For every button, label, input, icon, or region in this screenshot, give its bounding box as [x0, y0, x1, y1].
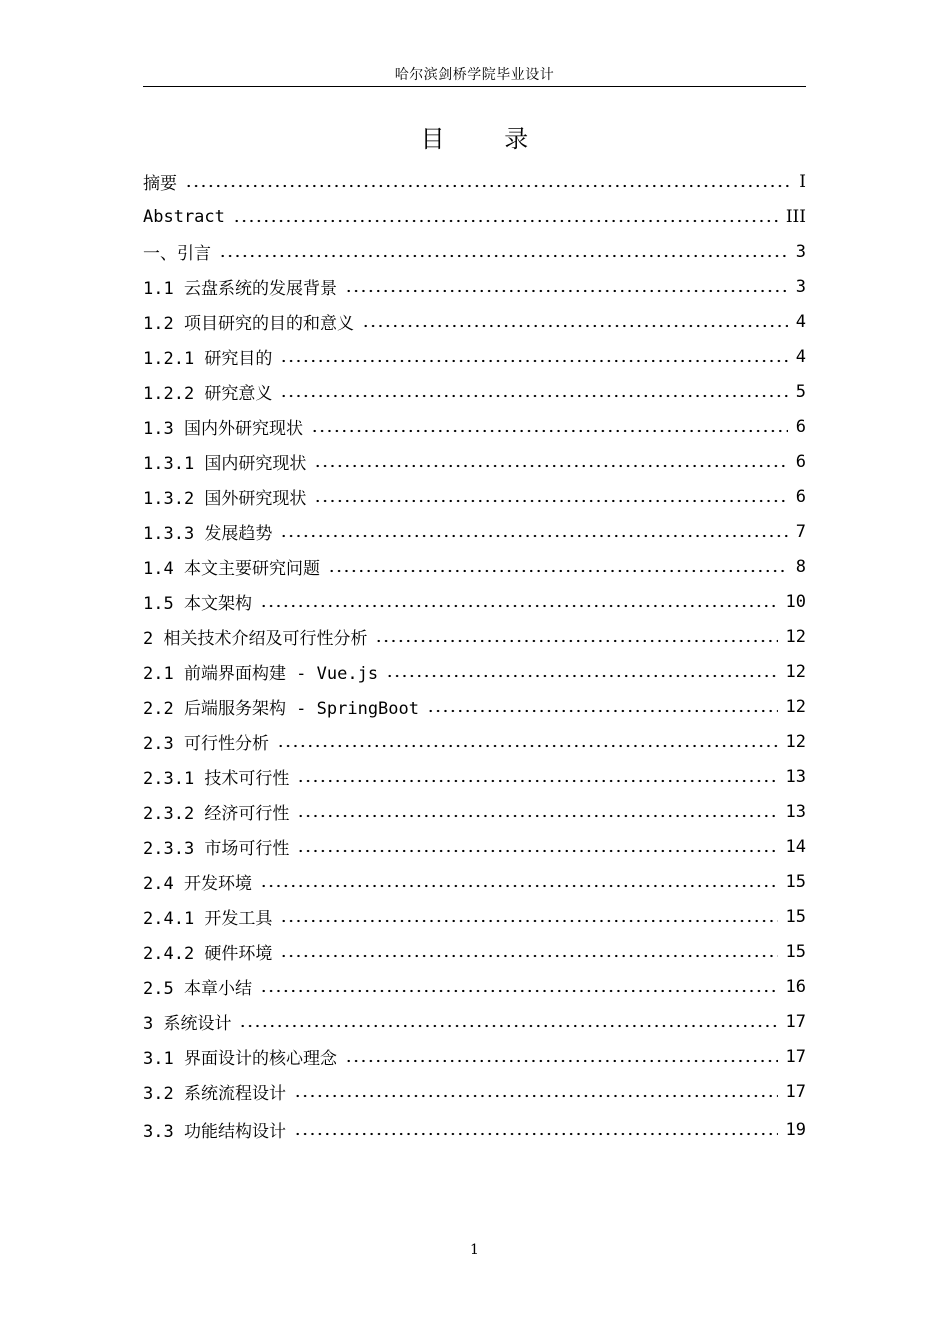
toc-entry-page: 13 — [785, 766, 806, 787]
dot-leader — [233, 219, 778, 223]
header-rule — [143, 86, 806, 87]
dot-leader — [427, 709, 778, 713]
toc-entry-page: 6 — [795, 451, 806, 472]
toc-entry-label: 2 相关技术介绍及可行性分析 — [143, 629, 368, 649]
dot-leader — [280, 954, 777, 958]
toc-entry-label: 摘要 — [143, 174, 177, 194]
toc-entry-page: 17 — [785, 1011, 806, 1032]
toc-entry-page: 15 — [785, 871, 806, 892]
toc-entry-label: 1.3.2 国外研究现状 — [143, 489, 307, 509]
toc-entry[interactable] — [143, 199, 806, 234]
toc-entry-page: 13 — [785, 801, 806, 822]
toc-entry[interactable] — [143, 234, 806, 269]
toc-entry-label: 一、引言 — [143, 244, 211, 264]
toc-entry-page: 17 — [785, 1081, 806, 1102]
dot-leader — [260, 884, 778, 888]
toc-entry-page: 7 — [795, 521, 806, 542]
toc-entry-page: 10 — [785, 591, 806, 612]
toc-entry[interactable] — [143, 584, 806, 619]
table-of-contents — [143, 164, 806, 1147]
dot-leader — [297, 814, 777, 818]
toc-entry-label: 2.5 本章小结 — [143, 979, 252, 999]
toc-entry-label: 1.3.3 发展趋势 — [143, 524, 273, 544]
dot-leader — [297, 779, 777, 783]
toc-entry[interactable] — [143, 1039, 806, 1074]
toc-entry[interactable] — [143, 794, 806, 829]
toc-entry[interactable] — [143, 549, 806, 584]
toc-entry-label: 1.1 云盘系统的发展背景 — [143, 279, 337, 299]
toc-entry[interactable] — [143, 619, 806, 654]
toc-entry-page: 12 — [785, 626, 806, 647]
dot-leader — [260, 604, 778, 608]
toc-entry[interactable] — [143, 689, 806, 724]
toc-entry-label: 2.3.3 市场可行性 — [143, 839, 290, 859]
toc-entry-page: 6 — [795, 486, 806, 507]
dot-leader — [386, 674, 777, 678]
toc-entry[interactable] — [143, 969, 806, 1004]
toc-entry-label: 1.2.1 研究目的 — [143, 349, 273, 369]
toc-entry-label: 1.2 项目研究的目的和意义 — [143, 314, 354, 334]
page-number: 1 — [470, 1242, 479, 1258]
dot-leader — [185, 184, 791, 188]
toc-entry[interactable] — [143, 374, 806, 409]
toc-entry-page: 12 — [785, 661, 806, 682]
toc-entry[interactable] — [143, 1112, 806, 1147]
dot-leader — [375, 639, 777, 643]
dot-leader — [280, 919, 777, 923]
toc-entry[interactable] — [143, 339, 806, 374]
dot-leader — [311, 429, 788, 433]
toc-entry-page: 4 — [795, 346, 806, 367]
page-header: 哈尔滨剑桥学院毕业设计 — [394, 67, 555, 83]
toc-entry-label: 3 系统设计 — [143, 1014, 232, 1034]
toc-entry[interactable] — [143, 864, 806, 899]
toc-entry-page: 12 — [785, 696, 806, 717]
toc-entry[interactable] — [143, 1074, 806, 1109]
dot-leader — [277, 744, 778, 748]
toc-entry[interactable] — [143, 444, 806, 479]
toc-entry[interactable] — [143, 934, 806, 969]
toc-entry-label: 3.1 界面设计的核心理念 — [143, 1049, 337, 1069]
dot-leader — [314, 499, 787, 503]
toc-entry-label: 2.2 后端服务架构 - SpringBoot — [143, 699, 419, 719]
toc-entry-label: 1.3 国内外研究现状 — [143, 419, 303, 439]
dot-leader — [314, 464, 787, 468]
dot-leader — [362, 324, 788, 328]
toc-entry-page: 15 — [785, 941, 806, 962]
toc-entry-page: 5 — [795, 381, 806, 402]
dot-leader — [239, 1024, 777, 1028]
toc-entry-label: Abstract — [143, 206, 225, 227]
toc-entry[interactable] — [143, 654, 806, 689]
toc-entry[interactable] — [143, 514, 806, 549]
toc-entry[interactable] — [143, 724, 806, 759]
toc-entry[interactable] — [143, 479, 806, 514]
toc-entry-label: 2.4.1 开发工具 — [143, 909, 273, 929]
toc-entry-page: 19 — [785, 1119, 806, 1140]
toc-entry-page: 6 — [795, 416, 806, 437]
toc-entry[interactable] — [143, 829, 806, 864]
toc-entry[interactable] — [143, 269, 806, 304]
toc-entry-page: 3 — [795, 276, 806, 297]
dot-leader — [219, 254, 788, 258]
toc-entry-label: 2.3 可行性分析 — [143, 734, 269, 754]
dot-leader — [294, 1132, 778, 1136]
toc-entry-page: I — [799, 171, 806, 192]
toc-entry-page: 14 — [785, 836, 806, 857]
dot-leader — [345, 289, 788, 293]
toc-entry-page: III — [785, 206, 806, 227]
toc-entry-label: 1.5 本文架构 — [143, 594, 252, 614]
toc-entry-label: 2.1 前端界面构建 - Vue.js — [143, 664, 379, 684]
dot-leader — [260, 989, 778, 993]
toc-entry-label: 3.3 功能结构设计 — [143, 1122, 286, 1142]
toc-entry[interactable] — [143, 899, 806, 934]
toc-entry[interactable] — [143, 409, 806, 444]
toc-entry-label: 1.2.2 研究意义 — [143, 384, 273, 404]
dot-leader — [345, 1059, 778, 1063]
toc-entry-page: 8 — [795, 556, 806, 577]
toc-entry-label: 1.4 本文主要研究问题 — [143, 559, 320, 579]
toc-entry-label: 2.3.2 经济可行性 — [143, 804, 290, 824]
toc-entry-page: 15 — [785, 906, 806, 927]
dot-leader — [328, 569, 788, 573]
dot-leader — [280, 359, 787, 363]
dot-leader — [297, 849, 777, 853]
toc-title: 目 录 — [420, 125, 555, 153]
dot-leader — [280, 394, 787, 398]
toc-entry-page: 12 — [785, 731, 806, 752]
toc-entry[interactable] — [143, 1004, 806, 1039]
toc-entry-page: 4 — [795, 311, 806, 332]
toc-entry-page: 3 — [795, 241, 806, 262]
toc-entry-label: 2.3.1 技术可行性 — [143, 769, 290, 789]
toc-entry-label: 1.3.1 国内研究现状 — [143, 454, 307, 474]
toc-entry[interactable] — [143, 304, 806, 339]
toc-entry-page: 17 — [785, 1046, 806, 1067]
toc-entry-page: 16 — [785, 976, 806, 997]
dot-leader — [294, 1094, 778, 1098]
toc-entry-label: 2.4.2 硬件环境 — [143, 944, 273, 964]
toc-entry-label: 2.4 开发环境 — [143, 874, 252, 894]
toc-entry[interactable] — [143, 759, 806, 794]
toc-entry-label: 3.2 系统流程设计 — [143, 1084, 286, 1104]
dot-leader — [280, 534, 787, 538]
toc-entry[interactable] — [143, 164, 806, 199]
